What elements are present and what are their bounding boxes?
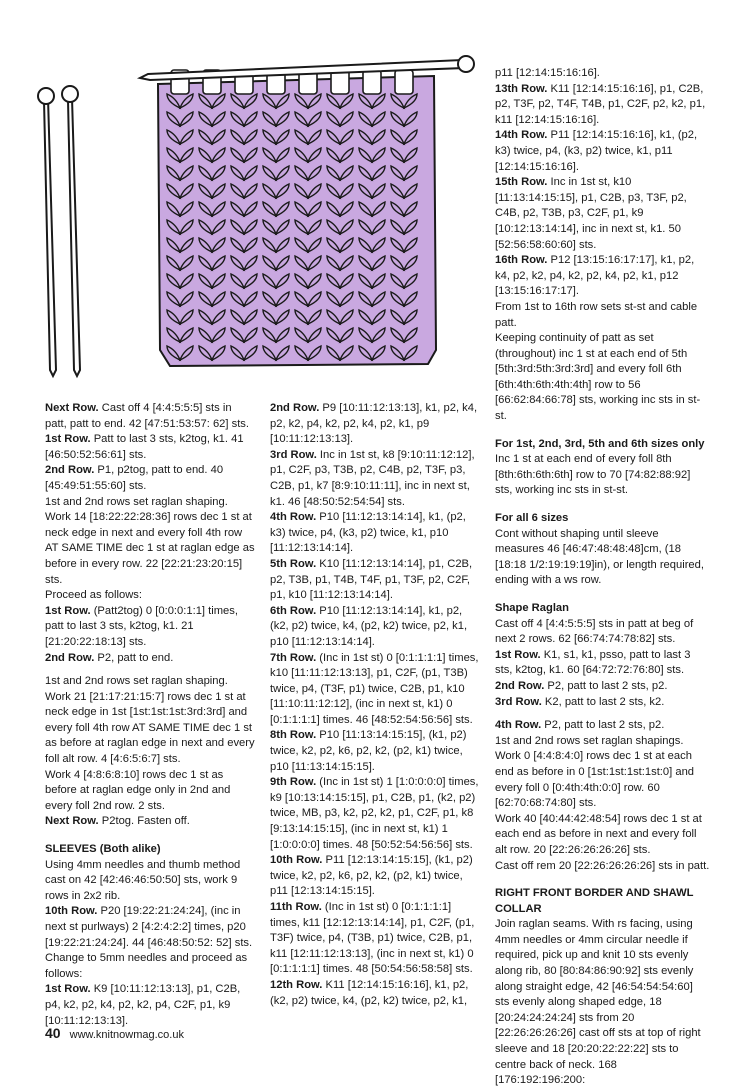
instruction-text: P10 [11:12:13:14:14], k1, p2, (k2, p2) twice, k4, (p2, k2) twice, p2, k1, p10 [11:12:13:14:14]. bbox=[270, 604, 468, 648]
row-label: 15th Row. bbox=[495, 176, 548, 189]
row-label: 6th Row. bbox=[270, 604, 317, 617]
instruction-text: Patt to last 3 sts, k2tog, k1. 41 [46:50:52:56:61] sts. bbox=[45, 433, 244, 461]
row-label: 7th Row. bbox=[270, 651, 317, 664]
instruction-text: Cont without shaping until sleeve measures 46 [46:47:48:48:48]cm, (18 [18:18 1/2:19:19:19]in), or length required, ending with a ws row. bbox=[495, 527, 704, 587]
instruction-paragraph bbox=[495, 648, 710, 679]
instruction-paragraph bbox=[270, 978, 480, 1009]
instruction-paragraph bbox=[270, 775, 480, 853]
section-heading: RIGHT FRONT BORDER AND SHAWL COLLAR bbox=[495, 887, 694, 915]
row-label: 12th Row. bbox=[270, 978, 323, 991]
instruction-paragraph bbox=[495, 718, 710, 734]
instruction-text: Cast off rem 20 [22:26:26:26:26] sts in patt. bbox=[495, 859, 710, 872]
instruction-paragraph bbox=[495, 679, 710, 695]
spacer bbox=[45, 830, 255, 842]
instruction-text: Using 4mm needles and thumb method cast on 42 [42:46:46:50:50] sts, work 9 rows in 2x2 rib. bbox=[45, 858, 241, 902]
instruction-text: Inc in 1st st, k8 [9:10:11:12:12], p1, C2F, p3, T3B, p2, C4B, p2, T3F, p3, C2B, p1, k7 [8:9:10:11:11], inc in next st, k1. 46 [48:50:52:54:54] sts. bbox=[270, 448, 475, 508]
row-label: 4th Row. bbox=[495, 719, 542, 732]
column-left bbox=[45, 401, 255, 1029]
instruction-paragraph bbox=[495, 175, 710, 253]
section-heading: For all 6 sizes bbox=[495, 512, 569, 525]
row-label: 9th Row. bbox=[270, 776, 317, 789]
instruction-paragraph bbox=[45, 588, 255, 604]
row-label: 3rd Row. bbox=[270, 448, 317, 461]
row-label: 3rd Row. bbox=[495, 695, 542, 708]
row-label: 14th Row. bbox=[495, 129, 548, 142]
column-middle bbox=[270, 401, 480, 1009]
instruction-paragraph bbox=[495, 66, 710, 82]
instruction-text: P11 [12:14:15:16:16], k1, (p2, k3) twice, p4, (k3, p2) twice, k1, p11 [12:14:15:16:16]. bbox=[495, 129, 698, 173]
instruction-text: P1, p2tog, patt to end. 40 [45:49:51:55:60] sts. bbox=[45, 464, 224, 492]
instruction-text: Change to 5mm needles and proceed as follows: bbox=[45, 952, 248, 980]
instruction-paragraph bbox=[270, 853, 480, 900]
instruction-text: Join raglan seams. With rs facing, using 4mm needles or 4mm circular needle if required, pick up and knit 10 sts evenly along rib, 80 [80:84:86:90:92] sts evenly along straight edge, 42 [46:54:54:54:60] sts evenly along shaped edge, 18 [20:24:24:24:24] sts from 20 [22:26:26:26:26] cast off sts at top of right sleeve and 18 [20:20:22:22:22] sts to centre back of neck. 168 [176:192:196:200: bbox=[495, 918, 701, 1087]
instruction-text: Work 0 [4:4:8:4:0] rows dec 1 st at each end as before in 0 [1st:1st:1st:1st:0] and every foll 0 [0:4th:4th:0:0] row. 60 [62:70:68:74:80] sts. bbox=[495, 750, 695, 810]
instruction-text: 1st and 2nd rows set raglan shapings. bbox=[495, 734, 684, 747]
instruction-paragraph bbox=[45, 951, 255, 982]
instruction-paragraph bbox=[270, 557, 480, 604]
row-label: 1st Row. bbox=[45, 604, 91, 617]
instruction-paragraph bbox=[270, 448, 480, 510]
instruction-paragraph bbox=[45, 982, 255, 1029]
spacer bbox=[495, 874, 710, 886]
instruction-text: P2, patt to end. bbox=[94, 651, 174, 664]
instruction-paragraph bbox=[45, 674, 255, 690]
instruction-paragraph bbox=[45, 904, 255, 951]
website-url: www.knitnowmag.co.uk bbox=[69, 1029, 184, 1041]
section-heading: SLEEVES (Both alike) bbox=[45, 843, 161, 856]
knitting-illustration bbox=[30, 50, 480, 395]
row-label: 10th Row. bbox=[45, 905, 98, 918]
instruction-paragraph bbox=[45, 510, 255, 588]
row-label: 1st Row. bbox=[45, 433, 91, 446]
instruction-paragraph bbox=[495, 749, 710, 811]
row-label: 2nd Row. bbox=[495, 679, 545, 692]
instruction-text: Keeping continuity of patt as set (throughout) inc 1 st at each end of 5th [5th:3rd:5th:3rd:3rd] and every foll 6th [6th:4th:6th:4th:4th] row to 56 [66:62:84:66:78] sts, working inc sts in st-st. bbox=[495, 332, 701, 423]
instruction-paragraph bbox=[270, 604, 480, 651]
instruction-text: K2, patt to last 2 sts, k2. bbox=[541, 695, 665, 708]
instruction-text: Work 14 [18:22:22:28:36] rows dec 1 st at neck edge in next and every foll 4th row AT SAME TIME dec 1 st at raglan edge as before in every row. 22 [22:21:23:20:15] sts. bbox=[45, 511, 255, 586]
instruction-text: Inc in 1st st, k10 [11:13:14:15:15], p1, C2B, p3, T3F, p2, C4B, p2, T3B, p3, C2F, p1, k9 [10:12:13:14:14], inc in next st, k1. 50 [52:56:58:60:60] sts. bbox=[495, 176, 687, 251]
row-label: 5th Row. bbox=[270, 557, 317, 570]
needle-loop bbox=[363, 70, 381, 94]
row-label: 2nd Row. bbox=[45, 651, 95, 664]
row-label: 16th Row. bbox=[495, 254, 548, 267]
instruction-paragraph bbox=[270, 401, 480, 448]
instruction-text: P2, patt to last 2 sts, p2. bbox=[544, 679, 668, 692]
instruction-paragraph bbox=[495, 859, 710, 875]
instruction-paragraph bbox=[45, 858, 255, 905]
instruction-text: Inc 1 st at each end of every foll 8th [8th:6th:6th:6th] row to 70 [74:82:88:92] sts, working inc sts in st-st. bbox=[495, 453, 691, 497]
instruction-text: K1, s1, k1, psso, patt to last 3 sts, k2tog, k1. 60 [64:72:72:76:80] sts. bbox=[495, 648, 691, 677]
section-heading: Shape Raglan bbox=[495, 602, 569, 614]
spacer bbox=[45, 666, 255, 674]
section-heading: For 1st, 2nd, 3rd, 5th and 6th sizes only bbox=[495, 437, 705, 450]
instruction-text: P2tog. Fasten off. bbox=[98, 815, 190, 828]
instruction-paragraph bbox=[45, 690, 255, 768]
instruction-paragraph bbox=[270, 651, 480, 729]
spacer bbox=[495, 710, 710, 718]
instruction-text: Work 40 [40:44:42:48:54] rows dec 1 st at each end as before in next and every foll alt row. 20 [22:26:26:26:26] sts. bbox=[495, 812, 702, 856]
row-label: 10th Row. bbox=[270, 854, 323, 867]
instruction-text: 1st and 2nd rows set raglan shaping. bbox=[45, 675, 228, 688]
instruction-text: p11 [12:14:15:16:16]. bbox=[495, 67, 600, 79]
page-footer bbox=[45, 1025, 184, 1041]
instruction-paragraph bbox=[495, 82, 710, 129]
row-label: 13th Row. bbox=[495, 82, 548, 95]
instruction-paragraph bbox=[495, 617, 710, 648]
instruction-text: Cast off 4 [4:4:5:5:5] sts in patt, patt to end. 42 [47:51:53:57: 62] sts. bbox=[45, 402, 250, 430]
row-label: 1st Row. bbox=[495, 648, 541, 661]
row-label: 2nd Row. bbox=[45, 464, 95, 477]
instruction-text: P20 [19:22:21:24:24], (inc in next st purlways) 2 [4:2:4:2:2] times, p20 [19:22:21:24:24]. 44 [46:48:50:52: 52] sts. bbox=[45, 905, 253, 949]
instruction-paragraph bbox=[270, 510, 480, 557]
instruction-paragraph bbox=[45, 768, 255, 815]
instruction-paragraph bbox=[495, 331, 710, 425]
instruction-text: K11 [12:14:15:16:16], k1, p2, (k2, p2) twice, k4, (p2, k2) twice, p2, k1, bbox=[270, 978, 469, 1007]
row-label: 8th Row. bbox=[270, 729, 317, 742]
row-label: 1st Row. bbox=[45, 983, 91, 996]
column-right bbox=[495, 66, 710, 1089]
spacer bbox=[495, 589, 710, 601]
instruction-paragraph bbox=[270, 728, 480, 775]
instruction-text: 1st and 2nd rows set raglan shaping. bbox=[45, 495, 228, 508]
instruction-text: K11 [12:14:15:16:16], p1, C2B, p2, T3F, p2, T4F, T4B, p1, C2F, p2, k2, p1, k11 [12:14:15:16:16]. bbox=[495, 82, 706, 126]
instruction-text: P11 [12:13:14:15:15], (k1, p2) twice, k2, p2, k6, p2, k2, (p2, k1) twice, p11 [12:13:14:15:15]. bbox=[270, 854, 473, 898]
instruction-paragraph bbox=[45, 463, 255, 494]
instruction-text: P10 [11:13:14:15:15], (k1, p2) twice, k2, p2, k6, p2, k2, (p2, k1) twice, p10 [11:13:14:15:15]. bbox=[270, 729, 467, 773]
instruction-paragraph bbox=[495, 695, 710, 711]
left-needles-icon bbox=[38, 86, 80, 376]
instruction-paragraph bbox=[495, 452, 710, 499]
instruction-paragraph bbox=[495, 734, 710, 750]
instruction-paragraph bbox=[45, 651, 255, 667]
row-label: 4th Row. bbox=[270, 511, 317, 524]
needle-loop bbox=[395, 70, 413, 94]
row-label: 2nd Row. bbox=[270, 402, 320, 414]
spacer bbox=[495, 425, 710, 437]
instruction-text: Cast off 4 [4:4:5:5:5] sts in patt at beg of next 2 rows. 62 [66:74:74:78:82] sts. bbox=[495, 617, 694, 646]
instruction-paragraph bbox=[45, 604, 255, 651]
instruction-paragraph bbox=[45, 401, 255, 432]
instruction-text: (Inc in 1st st) 0 [0:1:1:1:1] times, k10 [11:11:12:13:13], p1, C2F, (p1, T3B) twice, p4, (T3F, p1) twice, C2B, p1, k10 [11:10:11:12:12], (inc in next st, k1) 0 [0:1:1:1:1] times. 46 [48:52:54:56:56] sts. bbox=[270, 651, 479, 726]
instruction-text: (Patt2tog) 0 [0:0:0:1:1] times, patt to last 3 sts, k2tog, k1. 21 [21:20:22:18:13] sts. bbox=[45, 604, 238, 648]
instruction-text: Work 4 [4:8:6:8:10] rows dec 1 st as before at raglan edge only in 2nd and every foll 2nd row. 2 sts. bbox=[45, 768, 231, 812]
row-label: Next Row. bbox=[45, 402, 99, 414]
instruction-paragraph bbox=[495, 917, 710, 1089]
instruction-text: P12 [13:15:16:17:17], k1, p2, k4, p2, k2, p4, k2, p2, k4, p2, k1, p12 [13:15:16:17:17]. bbox=[495, 254, 695, 298]
page-number: 40 bbox=[45, 1025, 61, 1041]
instruction-text: P9 [10:11:12:13:13], k1, p2, k4, p2, k2, p4, k2, p2, k4, p2, k1, p9 [10:11:12:13:13]. bbox=[270, 402, 478, 446]
instruction-paragraph bbox=[45, 814, 255, 830]
instruction-paragraph bbox=[495, 128, 710, 175]
row-label: Next Row. bbox=[45, 815, 99, 828]
instruction-paragraph bbox=[495, 812, 710, 859]
instruction-paragraph bbox=[495, 527, 710, 589]
knitted-swatch bbox=[158, 70, 436, 366]
instruction-paragraph bbox=[495, 300, 710, 331]
instruction-paragraph bbox=[45, 495, 255, 511]
spacer bbox=[495, 499, 710, 511]
instruction-text: P2, patt to last 2 sts, p2. bbox=[541, 719, 665, 732]
instruction-text: (Inc in 1st st) 1 [1:0:0:0:0] times, k9 [10:13:14:15:15], p1, C2B, p1, (k2, p2) twice, MB, p3, k2, p2, k2, p1, C2F, p1, k8 [9:13:14:15:15], (inc in next st, k1) 1 [1:0:0:0:0] times. 48 [50:52:54:56:56] sts. bbox=[270, 776, 479, 851]
instruction-paragraph bbox=[495, 253, 710, 300]
instruction-text: From 1st to 16th row sets st-st and cable patt. bbox=[495, 300, 698, 329]
instruction-text: Work 21 [21:17:21:15:7] rows dec 1 st at neck edge in 1st [1st:1st:1st:3rd:3rd] and every foll 4th row AT SAME TIME dec 1 st as before at raglan edge in next and every foll alt row. 4 [4:6:5:6:7] sts. bbox=[45, 690, 255, 766]
instruction-text: K9 [10:11:12:13:13], p1, C2B, p4, k2, p2, k4, p2, k2, p4, C2F, p1, k9 [10:11:12:13:13]. bbox=[45, 983, 241, 1027]
instruction-paragraph bbox=[45, 432, 255, 463]
instruction-text: P10 [11:12:13:14:14], k1, (p2, k3) twice, p4, (k3, p2) twice, k1, p10 [11:12:13:14:14]. bbox=[270, 511, 466, 555]
row-label: 11th Row. bbox=[270, 901, 322, 913]
instruction-text: (Inc in 1st st) 0 [0:1:1:1:1] times, k11 [12:12:13:14:14], p1, C2F, (p1, T3F) twice, p4, (T3B, p1) twice, C2B, p1, k11 [12:11:12:13:13], (inc in next st, k1) 0 [0:1:1:1:1] times. 48 [50:54:56:58:58] sts. bbox=[270, 901, 475, 976]
instruction-text: K10 [11:12:13:14:14], p1, C2B, p2, T3B, p1, T4B, T4F, p1, T3F, p2, C2F, p1, k10 [11:12:13:14:14]. bbox=[270, 557, 473, 602]
instruction-text: Proceed as follows: bbox=[45, 589, 143, 602]
instruction-paragraph bbox=[270, 900, 480, 978]
